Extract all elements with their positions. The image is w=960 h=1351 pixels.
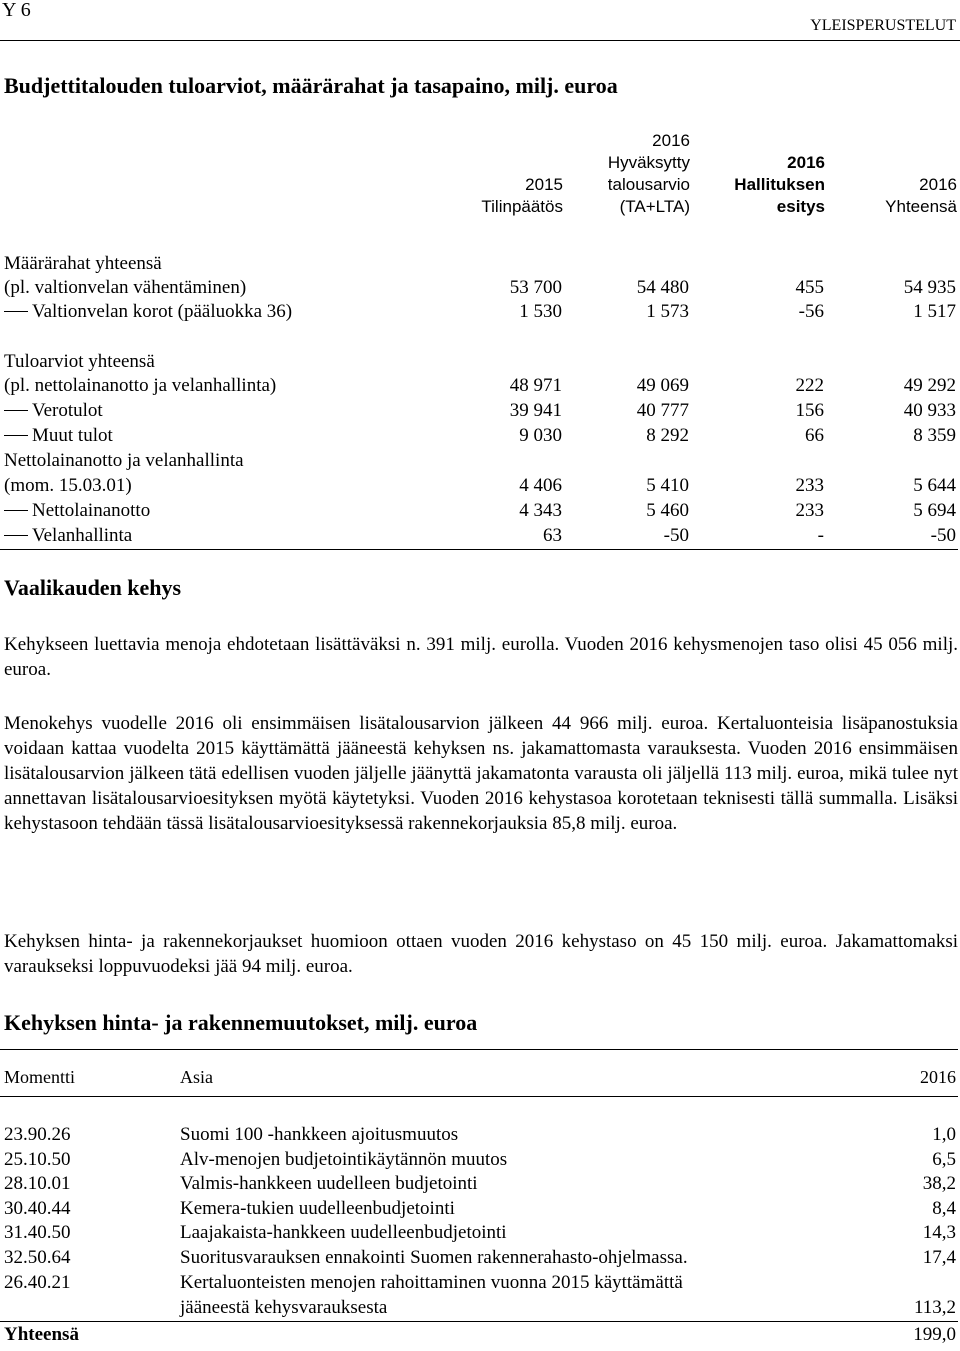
total-label: Yhteensä (4, 1324, 79, 1345)
budget-cell: 233 (795, 475, 824, 496)
column-header-2015: 2015 Tilinpäätös (481, 175, 563, 216)
budget-cell: 1 517 (913, 301, 956, 322)
asia-cell: Kertaluonteisten menojen rahoittaminen vuonna 2015 käyttämättä jääneestä kehysvarauksesta (180, 1272, 683, 1318)
section-label: YLEISPERUSTELUT (810, 17, 956, 34)
momentti-cell: 30.40.44 (4, 1198, 71, 1219)
budget-row-label: Velanhallinta (4, 523, 132, 548)
frame-paragraph: Kehykseen luettavia menoja ehdotetaan lisättäväksi n. 391 milj. eurolla. Vuoden 2016 kehysmenojen taso olisi 45 056 milj. euroa. (4, 634, 958, 680)
budget-cell: 49 069 (636, 375, 689, 396)
budget-cell: 1 573 (646, 301, 689, 322)
budget-row-label: Määrärahat yhteensä (4, 253, 162, 274)
budget-cell: 8 359 (913, 425, 956, 446)
value-cell: 113,2 (913, 1296, 956, 1318)
budget-cell: 53 700 (509, 277, 562, 298)
budget-row (0, 448, 960, 473)
budget-cell: 9 030 (519, 425, 562, 446)
budget-cell: 39 941 (509, 400, 562, 421)
momentti-cell: 26.40.21 (4, 1272, 71, 1293)
value-cell: 14,3 (922, 1222, 956, 1243)
momentti-cell: 23.90.26 (4, 1124, 71, 1145)
budget-cell: 48 971 (509, 375, 562, 396)
column-header-2016-total: 2016 Yhteensä (885, 175, 957, 216)
budget-cell: 455 (795, 277, 824, 298)
changes-title: Kehyksen hinta- ja rakennemuutokset, milj. euroa (4, 1010, 478, 1035)
dash-bullet (4, 535, 28, 536)
asia-cell: Alv-menojen budjetointikäytännön muutos (180, 1149, 508, 1170)
changes-header-row (0, 1065, 960, 1089)
dash-bullet (4, 435, 28, 436)
frame-title: Vaalikauden kehys (4, 575, 182, 600)
budget-cell: 233 (795, 500, 824, 521)
asia-cell: Kemera-tukien uudelleenbudjetointi (180, 1198, 455, 1219)
budget-cell: - (817, 525, 824, 546)
value-cell: 38,2 (922, 1173, 956, 1194)
budget-cell: 63 (543, 525, 562, 546)
header-divider (0, 40, 960, 41)
budget-row (0, 251, 960, 276)
budget-cell: 40 933 (903, 400, 956, 421)
dash-bullet (4, 311, 28, 312)
asia-cell: Valmis-hankkeen uudelleen budjetointi (180, 1173, 478, 1194)
budget-cell: 54 935 (903, 277, 956, 298)
page-label: Y 6 (2, 0, 31, 21)
budget-row (0, 349, 960, 374)
budget-row (0, 299, 960, 324)
budget-cell: 54 480 (636, 277, 689, 298)
changes-header-rule (0, 1096, 958, 1097)
budget-row-label: Verotulot (4, 398, 103, 423)
changes-top-rule (0, 1049, 958, 1050)
budget-row-label: Nettolainanotto (4, 498, 150, 523)
budget-cell: 4 343 (519, 500, 562, 521)
column-header-2016-proposal: 2016 Hallituksen esitys (734, 153, 825, 216)
momentti-cell: 31.40.50 (4, 1222, 71, 1243)
value-cell: 1,0 (932, 1124, 956, 1145)
changes-total-row (0, 1322, 960, 1347)
value-cell: 6,5 (932, 1149, 956, 1170)
budget-row-label: (pl. nettolainanotto ja velanhallinta) (4, 375, 277, 396)
header-asia: Asia (180, 1067, 213, 1087)
budget-row-label: Nettolainanotto ja velanhallinta (4, 450, 244, 471)
budget-row-label: (mom. 15.03.01) (4, 475, 132, 496)
budget-row-label: Tuloarviot yhteensä (4, 351, 155, 372)
budget-row (0, 373, 960, 398)
budget-cell: 156 (795, 400, 824, 421)
budget-cell: 5 410 (646, 475, 689, 496)
asia-cell: Suoritusvarauksen ennakointi Suomen rakennerahasto-ohjelmassa. (180, 1247, 688, 1268)
value-cell: 17,4 (922, 1247, 956, 1268)
budget-cell: 222 (795, 375, 824, 396)
budget-cell: -50 (663, 525, 689, 546)
budget-row-label: Valtionvelan korot (pääluokka 36) (4, 299, 292, 324)
momentti-cell: 25.10.50 (4, 1149, 71, 1170)
budget-row (0, 473, 960, 498)
budget-table-bottom-rule (0, 549, 958, 550)
budget-cell: -56 (798, 301, 824, 322)
budget-cell: 40 777 (636, 400, 689, 421)
frame-paragraph: Menokehys vuodelle 2016 oli ensimmäisen lisätalousarvion jälkeen 44 966 milj. euroa. Kertaluonteisia lisäpanostuksia voidaan kattaa vuodelta 2015 käyttämättä jääneestä kehyksen ns. jakamattomasta varauksesta. Vuoden 2016 ensimmäisen lisätalousarvion jälkeen tätä edellisen vuoden jäljelle jäänyttä jakamatonta varausta oli jäljellä 113 milj. euroa, mikä tulee nyt annettavan lisätalousarvioesityksen myötä käytetyksi. Vuoden 2016 kehystasoa korotetaan teknisesti tällä summalla. Lisäksi kehystasoon tehdään tässä lisätalousarvioesityksessä rakennekorjauksia 85,8 milj. euroa. (4, 713, 958, 834)
asia-cell: Laajakaista-hankkeen uudelleenbudjetointi (180, 1222, 507, 1243)
budget-row (0, 523, 960, 548)
header-momentti: Momentti (4, 1067, 75, 1087)
budget-cell: 5 644 (913, 475, 956, 496)
value-cell: 8,4 (932, 1198, 956, 1219)
header-year: 2016 (920, 1067, 956, 1087)
budget-row (0, 498, 960, 523)
budget-row (0, 398, 960, 423)
budget-cell: 8 292 (646, 425, 689, 446)
frame-paragraph: Kehyksen hinta- ja rakennekorjaukset huomioon ottaen vuoden 2016 kehystaso on 45 150 milj. euroa. Jakamattomaksi varaukseksi loppuvuodeksi jää 94 milj. euroa. (4, 931, 958, 977)
budget-cell: 5 694 (913, 500, 956, 521)
budget-cell: 66 (805, 425, 824, 446)
budget-row (0, 423, 960, 448)
momentti-cell: 28.10.01 (4, 1173, 71, 1194)
budget-row-label: (pl. valtionvelan vähentäminen) (4, 277, 247, 298)
budget-row-label: Muut tulot (4, 423, 113, 448)
total-value: 199,0 (913, 1324, 956, 1345)
budget-cell: 49 292 (903, 375, 956, 396)
column-header-2016-approved: 2016 Hyväksytty talousarvio (TA+LTA) (607, 131, 690, 216)
budget-row (0, 275, 960, 300)
dash-bullet (4, 410, 28, 411)
momentti-cell: 32.50.64 (4, 1247, 71, 1268)
budget-cell: 5 460 (646, 500, 689, 521)
asia-cell: Suomi 100 -hankkeen ajoitusmuutos (180, 1124, 459, 1145)
budget-cell: 1 530 (519, 301, 562, 322)
budget-title: Budjettitalouden tuloarviot, määrärahat ja tasapaino, milj. euroa (4, 73, 618, 98)
budget-cell: -50 (930, 525, 956, 546)
budget-cell: 4 406 (519, 475, 562, 496)
dash-bullet (4, 510, 28, 511)
